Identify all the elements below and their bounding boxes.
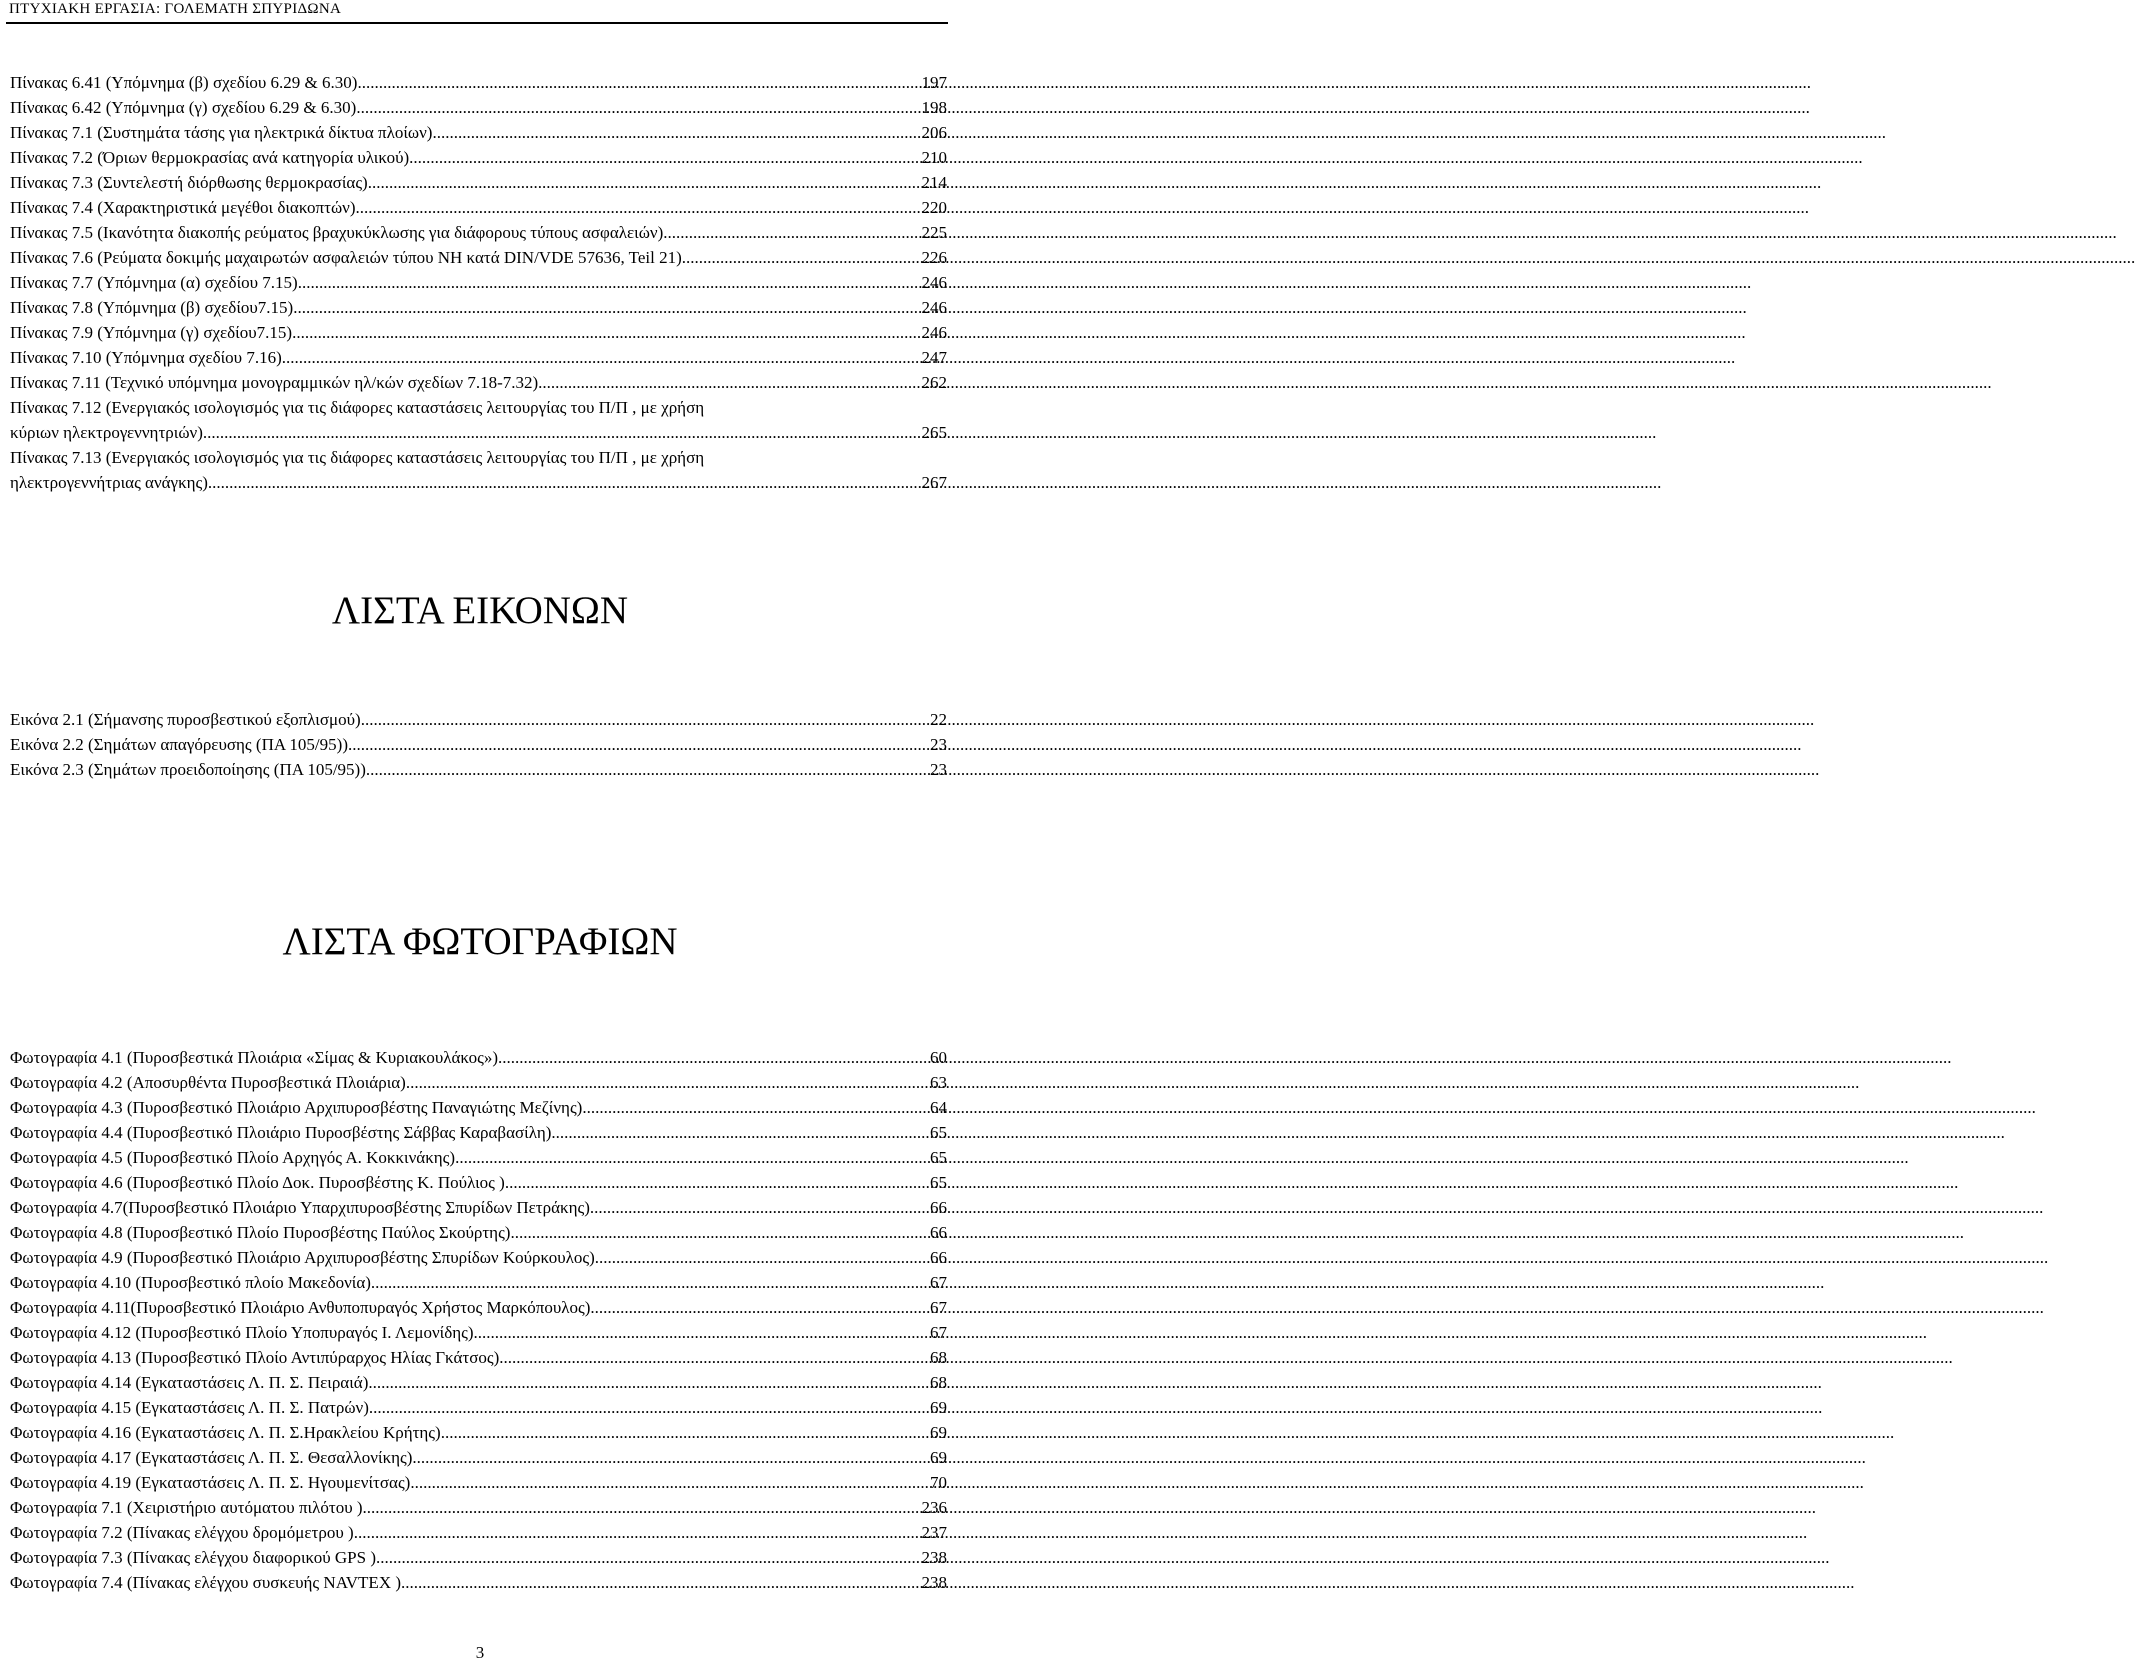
toc-entry-text: Φωτογραφία 4.7(Πυροσβεστικό Πλοιάριο Υπαρχιπυροσβέστης Σπυρίδων Πετράκης) (10, 1198, 590, 1217)
leader-dots (595, 1245, 926, 1270)
leader-dots (682, 245, 918, 270)
leader-dots (354, 1520, 918, 1545)
toc-entry[interactable] (10, 1545, 947, 1570)
toc-entry-text: Φωτογραφία 4.3 (Πυροσβεστικό Πλοιάριο Αρχιπυροσβέστης Παναγιώτης Μεζίνης) (10, 1098, 583, 1117)
toc-entry[interactable] (10, 195, 947, 220)
toc-entry-text: Φωτογραφία 4.10 (Πυροσβεστικό πλοίο Μακεδονία) (10, 1273, 371, 1292)
leader-dots (369, 1395, 926, 1420)
toc-entry[interactable] (10, 1520, 947, 1545)
toc-entry[interactable] (10, 1420, 947, 1445)
toc-entry-text: Φωτογραφία 4.16 (Εγκαταστάσεις Λ. Π. Σ.Ηρακλείου Κρήτης) (10, 1423, 441, 1442)
toc-entry[interactable] (10, 220, 947, 245)
toc-entry-text: Φωτογραφία 4.8 (Πυροσβεστικό Πλοίο Πυροσβέστης Παύλος Σκούρτης) (10, 1223, 511, 1242)
toc-entry-page: 246 (921, 323, 947, 342)
toc-entry[interactable] (10, 70, 947, 95)
toc-entry-text: Φωτογραφία 4.9 (Πυροσβεστικό Πλοιάριο Αρχιπυροσβέστης Σπυρίδων Κούρκουλος) (10, 1248, 595, 1267)
toc-entry-text: Φωτογραφία 7.2 (Πίνακας ελέγχου δρομόμετρου ) (10, 1523, 354, 1542)
toc-entry-text: Φωτογραφία 4.12 (Πυροσβεστικό Πλοίο Υποπυραγός Ι. Λεμονίδης) (10, 1323, 474, 1342)
leader-dots (366, 757, 926, 782)
leader-dots (376, 1545, 918, 1570)
toc-entry-text: Φωτογραφία 7.1 (Χειριστήριο αυτόματου πιλότου ) (10, 1498, 363, 1517)
leader-dots (474, 1320, 926, 1345)
toc-entry-text: Πίνακας 7.7 (Υπόμνημα (α) σχεδίου 7.15) (10, 273, 298, 292)
toc-entry[interactable] (10, 145, 947, 170)
toc-entry-text: Φωτογραφία 4.2 (Αποσυρθέντα Πυροσβεστικά Πλοιάρια) (10, 1073, 406, 1092)
toc-entry[interactable] (10, 1095, 947, 1120)
toc-entry[interactable] (10, 270, 947, 295)
toc-entry-page: 210 (921, 148, 947, 167)
toc-entry-text: Φωτογραφία 4.6 (Πυροσβεστικό Πλοίο Δοκ. Πυροσβέστης Κ. Πούλιος ) (10, 1173, 505, 1192)
leader-dots (455, 1145, 926, 1170)
photos-list-title: ΛΙΣΤΑ ΦΩΤΟΓΡΑΦΙΩΝ (282, 920, 678, 963)
toc-entry-page: 65 (930, 1123, 947, 1142)
leader-dots (409, 145, 917, 170)
toc-entry[interactable] (10, 1245, 947, 1270)
leader-dots (538, 370, 917, 395)
toc-entry-text-continued: ηλεκτρογεννήτριας ανάγκης) (10, 473, 208, 492)
leader-dots (292, 320, 917, 345)
toc-entry-text: Πίνακας 7.11 (Τεχνικό υπόμνημα μονογραμμικών ηλ/κών σχεδίων 7.18-7.32) (10, 373, 539, 392)
leader-dots (363, 1495, 918, 1520)
toc-entry-text: Εικόνα 2.3 (Σημάτων προειδοποίησης (ΠΑ 105/95)) (10, 760, 366, 779)
toc-entry[interactable] (10, 1145, 947, 1170)
leader-dots (355, 195, 917, 220)
toc-entry[interactable] (10, 120, 947, 145)
tables-list (10, 70, 947, 495)
leader-dots (663, 220, 917, 245)
toc-entry-text: Φωτογραφία 4.5 (Πυροσβεστικό Πλοίο Αρχηγός Α. Κοκκινάκης) (10, 1148, 456, 1167)
toc-entry[interactable] (10, 1370, 947, 1395)
toc-entry-page: 66 (930, 1223, 947, 1242)
toc-entry-page: 66 (930, 1248, 947, 1267)
toc-entry[interactable] (10, 295, 947, 320)
toc-entry-text: Φωτογραφία 4.19 (Εγκαταστάσεις Λ. Π. Σ. Ηγουμενίτσας) (10, 1473, 411, 1492)
toc-entry[interactable] (10, 1445, 947, 1470)
toc-entry-text: Φωτογραφία 4.11(Πυροσβεστικό Πλοιάριο Ανθυποπυραγός Χρήστος Μαρκόπουλος) (10, 1298, 591, 1317)
toc-entry-page: 65 (930, 1148, 947, 1167)
leader-dots (371, 1270, 926, 1295)
toc-entry-page: 236 (921, 1498, 947, 1517)
toc-entry-text: Φωτογραφία 4.17 (Εγκαταστάσεις Λ. Π. Σ. Θεσαλλονίκης) (10, 1448, 413, 1467)
toc-entry-page: 60 (930, 1048, 947, 1067)
toc-entry[interactable] (10, 1220, 947, 1245)
toc-entry-text: Εικόνα 2.2 (Σημάτων απαγόρευσης (ΠΑ 105/95)) (10, 735, 348, 754)
toc-entry-page: 68 (930, 1373, 947, 1392)
leader-dots (406, 1070, 926, 1095)
leader-dots (298, 270, 918, 295)
leader-dots (208, 470, 918, 495)
toc-entry[interactable] (10, 707, 947, 732)
leader-dots (410, 1470, 926, 1495)
toc-entry-page: 237 (921, 1523, 947, 1542)
toc-entry-page: 262 (921, 373, 947, 392)
toc-entry[interactable] (10, 1170, 947, 1195)
toc-entry-page: 198 (921, 98, 947, 117)
leader-dots (590, 1295, 926, 1320)
toc-entry[interactable] (10, 1195, 947, 1220)
toc-entry-page: 246 (921, 273, 947, 292)
toc-entry-page: 63 (930, 1073, 947, 1092)
toc-entry-text: Πίνακας 7.10 (Υπόμνημα σχεδίου 7.16) (10, 348, 282, 367)
toc-entry[interactable] (10, 1345, 947, 1370)
toc-entry[interactable] (10, 757, 947, 782)
leader-dots (357, 70, 917, 95)
toc-entry-text: Πίνακας 7.5 (Ικανότητα διακοπής ρεύματος βραχυκύκλωσης για διάφορους τύπους ασφαλειών) (10, 223, 664, 242)
document-header: ΠΤΥΧΙΑΚΗ ΕΡΓΑΣΙΑ: ΓΟΛΕΜΑΤΗ ΣΠΥΡΙΔΩΝΑ (9, 1, 342, 17)
figures-list (10, 707, 947, 782)
toc-entry-text: Εικόνα 2.1 (Σήμανσης πυροσβεστικού εξοπλισμού) (10, 710, 361, 729)
leader-dots (412, 1445, 926, 1470)
toc-entry-page: 214 (921, 173, 947, 192)
toc-entry-page: 64 (930, 1098, 947, 1117)
figures-list-title: ΛΙΣΤΑ ΕΙΚΟΝΩΝ (331, 589, 629, 632)
toc-entry-page: 267 (921, 473, 947, 492)
toc-entry[interactable] (10, 1295, 947, 1320)
toc-entry-wrapped[interactable] (10, 445, 947, 495)
toc-entry-page: 69 (930, 1448, 947, 1467)
leader-dots (361, 707, 926, 732)
toc-entry-text: Πίνακας 7.1 (Συστημάτα τάσης για ηλεκτρικά δίκτυα πλοίων) (10, 123, 433, 142)
page-number: 3 (475, 1643, 485, 1662)
toc-entry-text: Πίνακας 6.41 (Υπόμνημα (β) σχεδίου 6.29 & 6.30) (10, 73, 358, 92)
leader-dots (499, 1345, 926, 1370)
leader-dots (551, 1120, 926, 1145)
toc-entry-text: Πίνακας 7.4 (Χαρακτηριστικά μεγέθοι διακοπτών) (10, 198, 356, 217)
toc-entry-text: Φωτογραφία 4.14 (Εγκαταστάσεις Λ. Π. Σ. Πειραιά) (10, 1373, 369, 1392)
toc-entry-text: Πίνακας 6.42 (Υπόμνημα (γ) σχεδίου 6.29 & 6.30) (10, 98, 357, 117)
toc-entry-page: 220 (921, 198, 947, 217)
leader-dots (582, 1095, 926, 1120)
toc-entry-text: Πίνακας 7.2 (Όριων θερμοκρασίας ανά κατηγορία υλικού) (10, 148, 410, 167)
toc-entry-page: 197 (921, 73, 947, 92)
leader-dots (432, 120, 917, 145)
toc-entry-wrapped[interactable] (10, 395, 947, 445)
photos-list (10, 1045, 947, 1595)
toc-entry-text: Πίνακας 7.8 (Υπόμνημα (β) σχεδίου7.15) (10, 298, 294, 317)
header-divider (6, 22, 948, 24)
toc-entry-page: 265 (921, 423, 947, 442)
toc-entry-page: 68 (930, 1348, 947, 1367)
leader-dots (293, 295, 917, 320)
toc-entry-page: 226 (921, 248, 947, 267)
leader-dots (510, 1220, 926, 1245)
toc-entry-page: 69 (930, 1423, 947, 1442)
toc-entry[interactable] (10, 1070, 947, 1095)
toc-entry[interactable] (10, 345, 947, 370)
leader-dots (368, 1370, 926, 1395)
toc-entry[interactable] (10, 370, 947, 395)
toc-entry-page: 206 (921, 123, 947, 142)
toc-entry-page: 65 (930, 1173, 947, 1192)
toc-entry-text: Φωτογραφία 4.4 (Πυροσβεστικό Πλοιάριο Πυροσβέστης Σάββας Καραβασίλη) (10, 1123, 552, 1142)
toc-entry-page: 67 (930, 1273, 947, 1292)
toc-entry[interactable] (10, 1395, 947, 1420)
toc-entry-text: Πίνακας 7.9 (Υπόμνημα (γ) σχεδίου7.15) (10, 323, 293, 342)
toc-entry-text: Πίνακας 7.12 (Ενεργιακός ισολογισμός για τις διάφορες καταστάσεις λειτουργίας του Π/Π , με χρήση (10, 398, 705, 417)
toc-entry-text: Πίνακας 7.13 (Ενεργιακός ισολογισμός για τις διάφορες καταστάσεις λειτουργίας του Π/Π , με χρήση (10, 448, 705, 467)
toc-entry[interactable] (10, 95, 947, 120)
toc-entry-text: Φωτογραφία 7.4 (Πίνακας ελέγχου συσκευής NAVTEX ) (10, 1573, 402, 1592)
toc-entry[interactable] (10, 732, 947, 757)
toc-entry-page: 238 (921, 1573, 947, 1592)
toc-entry-text-continued: κύριων ηλεκτρογεννητριών) (10, 423, 203, 442)
leader-dots (282, 345, 918, 370)
toc-entry-page: 238 (921, 1548, 947, 1567)
toc-entry-page: 247 (921, 348, 947, 367)
toc-entry-text: Φωτογραφία 4.13 (Πυροσβεστικό Πλοίο Αντιπύραρχος Ηλίας Γκάτσος) (10, 1348, 500, 1367)
toc-entry-page: 70 (930, 1473, 947, 1492)
toc-entry-page: 67 (930, 1298, 947, 1317)
toc-entry[interactable] (10, 1120, 947, 1145)
toc-entry-page: 23 (930, 760, 947, 779)
toc-entry-page: 246 (921, 298, 947, 317)
toc-entry-text: Φωτογραφία 7.3 (Πίνακας ελέγχου διαφορικού GPS ) (10, 1548, 376, 1567)
leader-dots (401, 1570, 917, 1595)
toc-entry-text: Πίνακας 7.6 (Ρεύματα δοκιμής μαχαιρωτών ασφαλειών τύπου NH κατά DIN/VDE 57636, Teil 21) (10, 248, 682, 267)
toc-entry[interactable] (10, 1270, 947, 1295)
toc-entry[interactable] (10, 1570, 947, 1595)
toc-entry[interactable] (10, 245, 947, 270)
leader-dots (590, 1195, 926, 1220)
toc-entry-text: Φωτογραφία 4.15 (Εγκαταστάσεις Λ. Π. Σ. Πατρών) (10, 1398, 369, 1417)
toc-entry-page: 67 (930, 1323, 947, 1342)
toc-entry-page: 66 (930, 1198, 947, 1217)
leader-dots (368, 170, 918, 195)
toc-entry[interactable] (10, 320, 947, 345)
toc-entry[interactable] (10, 1320, 947, 1345)
toc-entry-page: 69 (930, 1398, 947, 1417)
toc-entry-page: 22 (930, 710, 947, 729)
toc-entry-page: 225 (921, 223, 947, 242)
leader-dots (348, 732, 926, 757)
leader-dots (498, 1045, 926, 1070)
toc-entry-page: 23 (930, 735, 947, 754)
leader-dots (356, 95, 917, 120)
toc-entry-text: Πίνακας 7.3 (Συντελεστή διόρθωσης θερμοκρασίας) (10, 173, 368, 192)
toc-entry-text: Φωτογραφία 4.1 (Πυροσβεστικά Πλοιάρια «Σίμας & Κυριακουλάκος») (10, 1048, 498, 1067)
leader-dots (441, 1420, 926, 1445)
toc-entry[interactable] (10, 170, 947, 195)
toc-entry[interactable] (10, 1470, 947, 1495)
leader-dots (203, 420, 918, 445)
toc-entry[interactable] (10, 1045, 947, 1070)
toc-entry[interactable] (10, 1495, 947, 1520)
leader-dots (505, 1170, 926, 1195)
